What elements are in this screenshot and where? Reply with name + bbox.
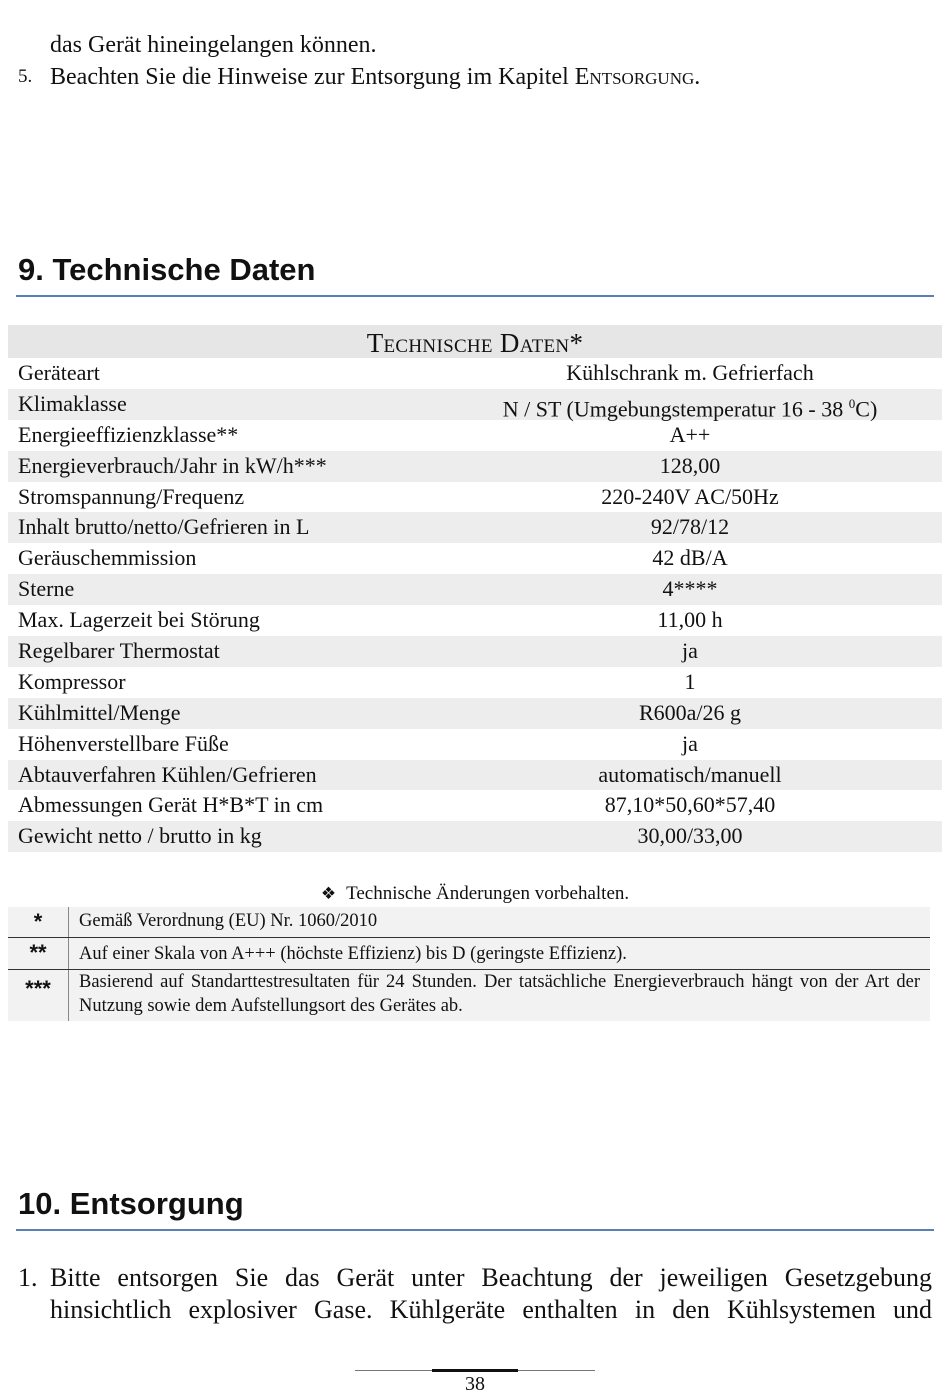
table-row	[8, 543, 942, 574]
row-value: 220-240V AC/50Hz	[601, 483, 779, 509]
footnote-text: Auf einer Skala von A+++ (höchste Effizienz) bis D (geringste Effizienz).	[79, 944, 627, 964]
chapter-reference: Entsorgung	[574, 64, 695, 90]
row-label: Abtauverfahren Kühlen/Gefrieren	[18, 761, 317, 787]
technical-data-table	[8, 325, 942, 852]
footnote-mark: *	[8, 907, 69, 937]
list-item-end: .	[694, 64, 701, 90]
row-label: Geräuschemmission	[18, 545, 197, 571]
row-label: Klimaklasse	[18, 390, 127, 416]
footnote-mark: **	[8, 938, 69, 969]
row-label: Kühlmittel/Menge	[18, 699, 181, 725]
row-value: automatisch/manuell	[598, 761, 782, 787]
footnote-text: Basierend auf Standarttestresultaten für 24 Stunden. Der tatsächliche Energieverbrauch hängt von der Art der Nutzung sowie dem Aufstellungsort des Gerätes ab.	[79, 972, 920, 1016]
row-value: 30,00/33,00	[637, 823, 743, 849]
table-row	[8, 358, 942, 389]
page-number: 38	[465, 1373, 485, 1395]
footnote-row	[8, 907, 930, 938]
page-number-tick	[432, 1369, 518, 1372]
row-value: Kühlschrank m. Gefrierfach	[566, 360, 814, 385]
list-item-5	[50, 62, 700, 92]
table-row	[8, 760, 942, 791]
table-row	[8, 482, 942, 513]
disposal-text-line-1: Bitte entsorgen Sie das Gerät unter Beachtung der jeweiligen Gesetzgebung	[50, 1263, 932, 1292]
list-item-number: 5.	[18, 66, 33, 87]
diamond-bullet-icon: ❖	[320, 884, 337, 904]
list-item-number: 1.	[18, 1263, 38, 1292]
section-heading-entsorgung: 10. Entsorgung	[18, 1186, 244, 1221]
row-value: 1	[684, 668, 696, 694]
row-value: ja	[682, 638, 698, 664]
row-value: R600a/26 g	[638, 699, 742, 725]
row-label: Energieeffizienzklasse**	[18, 421, 239, 447]
notice-text: Technische Änderungen vorbehalten.	[346, 883, 630, 904]
table-row	[8, 512, 942, 543]
row-value: 4****	[662, 576, 718, 602]
table-row	[8, 698, 942, 729]
footnote-text: Gemäß Verordnung (EU) Nr. 1060/2010	[79, 911, 378, 931]
row-value-suffix: C)	[855, 396, 878, 422]
row-value: ja	[682, 730, 698, 756]
heading-underline	[16, 295, 934, 297]
heading-underline	[16, 1229, 934, 1231]
row-label: Geräteart	[18, 360, 100, 385]
row-value: 128,00	[659, 452, 721, 478]
disposal-text-line-2: hinsichtlich explosiver Gase. Kühlgeräte enthalten in den Kühlsystemen und	[50, 1295, 932, 1324]
table-header: Technische Daten*	[8, 325, 942, 358]
table-row	[8, 574, 942, 605]
table-row	[8, 389, 942, 420]
row-label: Sterne	[18, 576, 75, 602]
row-label: Abmessungen Gerät H*B*T in cm	[18, 792, 324, 818]
row-label: Höhenverstellbare Füße	[18, 730, 229, 756]
footnote-mark: ***	[8, 970, 69, 1021]
row-label: Inhalt brutto/netto/Gefrieren in L	[18, 514, 310, 540]
table-row	[8, 451, 942, 482]
row-label: Energieverbrauch/Jahr in kW/h***	[18, 452, 327, 478]
table-row	[8, 420, 942, 451]
row-label: Regelbarer Thermostat	[18, 638, 220, 664]
row-value: A++	[669, 421, 711, 447]
table-row	[8, 729, 942, 760]
section-heading-technische-daten: 9. Technische Daten	[18, 252, 316, 287]
list-item-text: Beachten Sie die Hinweise zur Entsorgung im Kapitel	[50, 64, 575, 90]
table-row	[8, 790, 942, 821]
degree-superscript: 0	[848, 395, 856, 411]
footnotes-table	[8, 907, 930, 1021]
row-value-prefix: N / ST (Umgebungstemperatur 16 - 38	[502, 396, 849, 422]
table-row	[8, 636, 942, 667]
row-value: 92/78/12	[650, 514, 730, 540]
row-label: Max. Lagerzeit bei Störung	[18, 607, 260, 633]
footnote-row	[8, 938, 930, 970]
table-row	[8, 667, 942, 698]
row-label: Stromspannung/Frequenz	[18, 483, 245, 509]
row-value: 11,00 h	[657, 607, 723, 633]
row-label: Kompressor	[18, 668, 126, 694]
changes-notice	[0, 881, 950, 907]
footnote-row	[8, 970, 930, 1021]
row-value: 87,10*50,60*57,40	[604, 792, 776, 818]
row-label: Gewicht netto / brutto in kg	[18, 823, 262, 849]
intro-continued-text: das Gerät hineingelangen können.	[50, 32, 377, 58]
row-value: 42 dB/A	[652, 545, 728, 571]
table-row	[8, 605, 942, 636]
table-row	[8, 821, 942, 852]
